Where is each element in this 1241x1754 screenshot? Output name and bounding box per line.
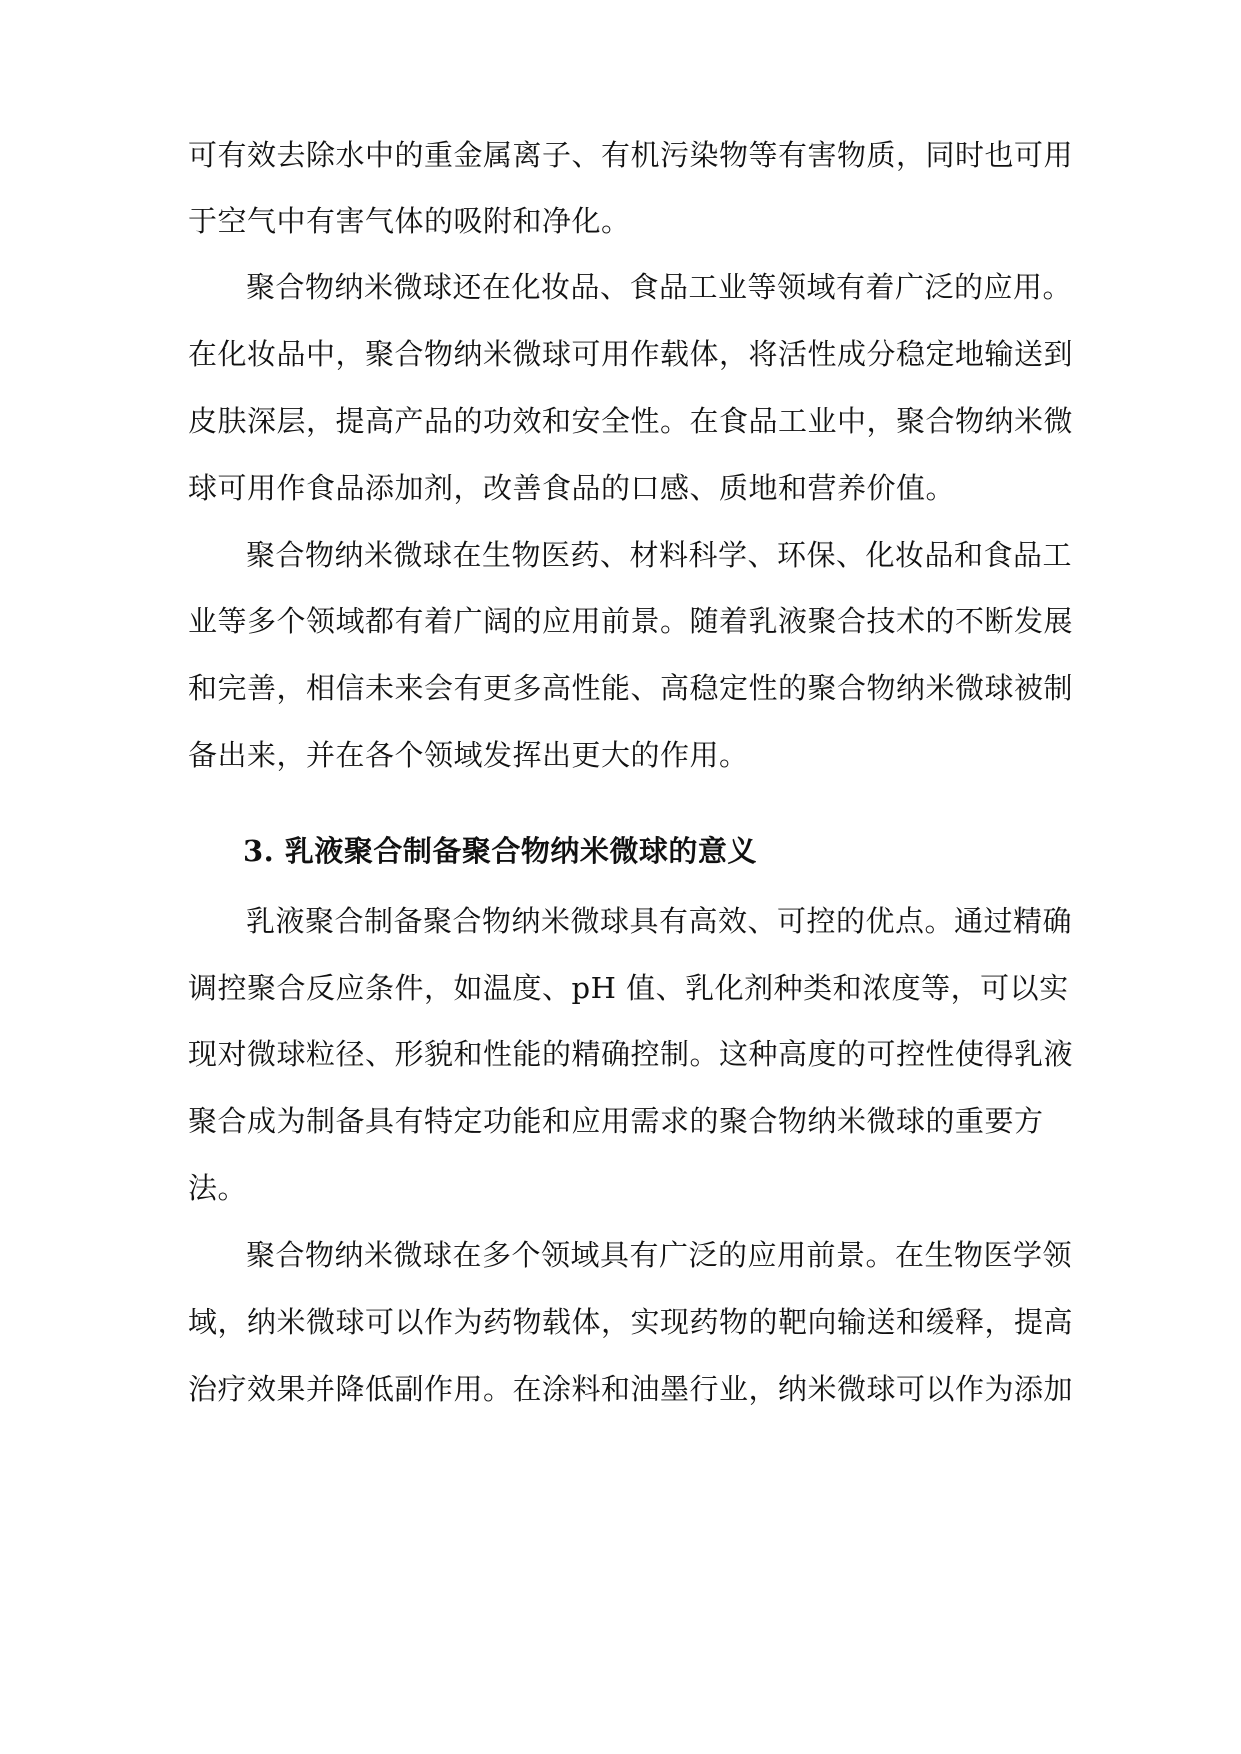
paragraph-line: 聚合物纳米微球还在化妆品、食品工业等领域有着广泛的应用。: [246, 270, 1073, 304]
paragraph-line: 调控聚合反应条件，如温度、pH 值、乳化剂种类和浓度等，可以实: [188, 971, 1069, 1005]
paragraph-line: 于空气中有害气体的吸附和净化。: [188, 204, 631, 238]
paragraph-line: 球可用作食品添加剂，改善食品的口感、质地和营养价值。: [188, 471, 956, 505]
section-heading: 3. 乳液聚合制备聚合物纳米微球的意义: [243, 834, 757, 868]
paragraph-line: 乳液聚合制备聚合物纳米微球具有高效、可控的优点。通过精确: [246, 904, 1073, 938]
paragraph-line: 和完善，相信未来会有更多高性能、高稳定性的聚合物纳米微球被制: [188, 671, 1074, 705]
paragraph-line: 业等多个领域都有着广阔的应用前景。随着乳液聚合技术的不断发展: [188, 604, 1074, 638]
paragraph-line: 可有效去除水中的重金属离子、有机污染物等有害物质，同时也可用: [188, 138, 1074, 172]
paragraph-line: 治疗效果并降低副作用。在涂料和油墨行业，纳米微球可以作为添加: [188, 1372, 1074, 1406]
paragraph-line: 在化妆品中，聚合物纳米微球可用作载体，将活性成分稳定地输送到: [188, 337, 1074, 371]
paragraph-line: 聚合成为制备具有特定功能和应用需求的聚合物纳米微球的重要方: [188, 1104, 1044, 1138]
paragraph-line: 法。: [188, 1171, 248, 1205]
paragraph-line: 聚合物纳米微球在生物医药、材料科学、环保、化妆品和食品工: [246, 538, 1073, 572]
paragraph-line: 聚合物纳米微球在多个领域具有广泛的应用前景。在生物医学领: [246, 1238, 1073, 1272]
paragraph-line: 域，纳米微球可以作为药物载体，实现药物的靶向输送和缓释，提高: [188, 1305, 1074, 1339]
paragraph-line: 皮肤深层，提高产品的功效和安全性。在食品工业中，聚合物纳米微: [188, 404, 1074, 438]
paragraph-line: 现对微球粒径、形貌和性能的精确控制。这种高度的可控性使得乳液: [188, 1037, 1074, 1071]
paragraph-line: 备出来，并在各个领域发挥出更大的作用。: [188, 738, 749, 772]
